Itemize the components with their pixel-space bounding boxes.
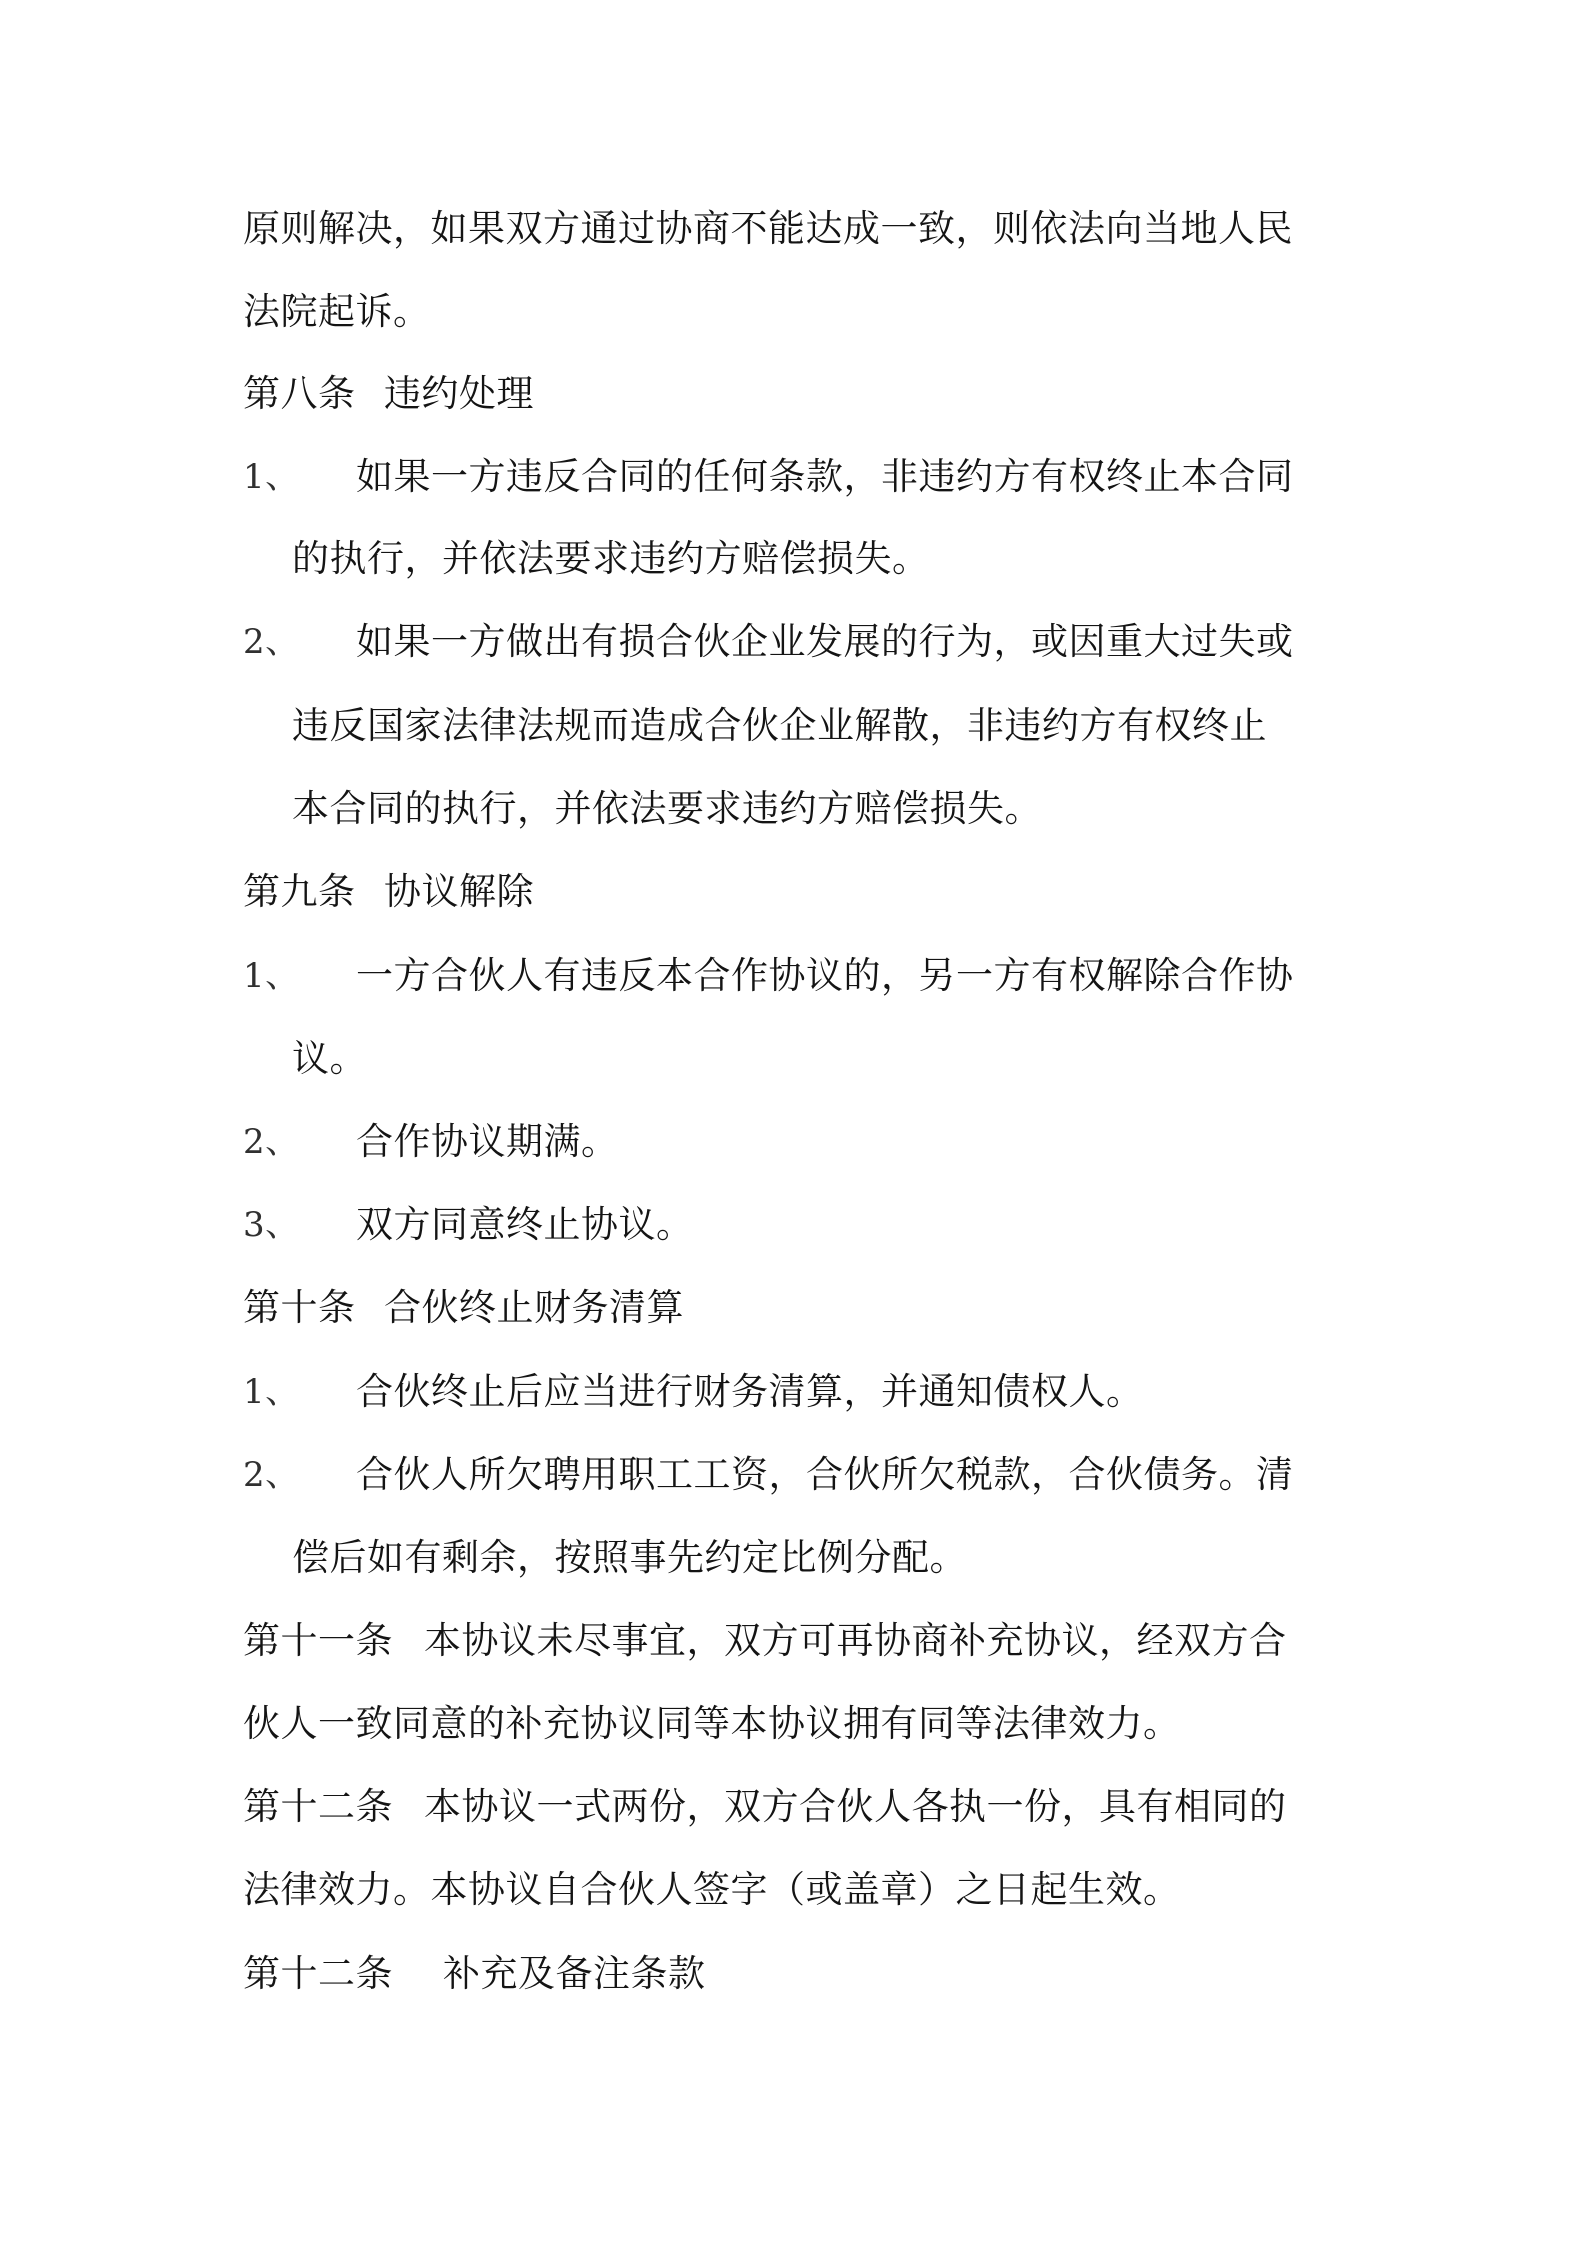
item-line: 合作协议期满。	[356, 1120, 619, 1163]
item-line: 本合同的执行，并依法要求违约方赔偿损失。	[292, 787, 1042, 830]
article-8-label: 第八条	[243, 372, 356, 415]
article-9-title: 协议解除	[384, 870, 534, 913]
article-12-line-1: 本协议一式两份，双方合伙人各执一份，具有相同的	[424, 1785, 1287, 1828]
article-10-title: 合伙终止财务清算	[384, 1286, 684, 1329]
item-number: 1、	[243, 956, 300, 996]
article-11-line-2: 伙人一致同意的补充协议同等本协议拥有同等法律效力。	[243, 1702, 1181, 1745]
item-line: 合伙人所欠聘用职工工资，合伙所欠税款，合伙债务。清	[356, 1453, 1294, 1496]
opening-line-2: 法院起诉。	[243, 290, 431, 333]
item-line: 违反国家法律法规而造成合伙企业解散，非违约方有权终止	[292, 704, 1267, 747]
item-number: 2、	[243, 1122, 300, 1162]
article-12-label: 第十二条	[243, 1785, 393, 1828]
article-11-line-1: 本协议未尽事宜，双方可再协商补充协议，经双方合	[424, 1619, 1287, 1662]
article-12b-label: 第十二条	[243, 1952, 393, 1995]
item-line: 双方同意终止协议。	[356, 1203, 694, 1246]
article-8-title: 违约处理	[384, 372, 534, 415]
item-number: 1、	[243, 1372, 300, 1412]
article-9-label: 第九条	[243, 870, 356, 913]
article-12b-title: 补充及备注条款	[443, 1952, 706, 1995]
item-line: 议。	[292, 1037, 367, 1080]
item-number: 2、	[243, 1455, 300, 1495]
item-line: 如果一方违反合同的任何条款，非违约方有权终止本合同	[356, 455, 1294, 498]
article-12-line-2: 法律效力。本协议自合伙人签字（或盖章）之日起生效。	[243, 1868, 1181, 1911]
article-10-label: 第十条	[243, 1286, 356, 1329]
item-line: 偿后如有剩余，按照事先约定比例分配。	[292, 1536, 967, 1579]
item-number: 2、	[243, 622, 300, 662]
item-number: 1、	[243, 457, 300, 497]
item-number: 3、	[243, 1205, 300, 1245]
item-line: 如果一方做出有损合伙企业发展的行为，或因重大过失或	[356, 620, 1294, 663]
opening-line-1: 原则解决，如果双方通过协商不能达成一致，则依法向当地人民	[243, 207, 1293, 250]
item-line: 的执行，并依法要求违约方赔偿损失。	[292, 537, 930, 580]
item-line: 一方合伙人有违反本合作协议的，另一方有权解除合作协	[356, 954, 1294, 997]
item-line: 合伙终止后应当进行财务清算，并通知债权人。	[356, 1370, 1144, 1413]
article-11-label: 第十一条	[243, 1619, 393, 1662]
